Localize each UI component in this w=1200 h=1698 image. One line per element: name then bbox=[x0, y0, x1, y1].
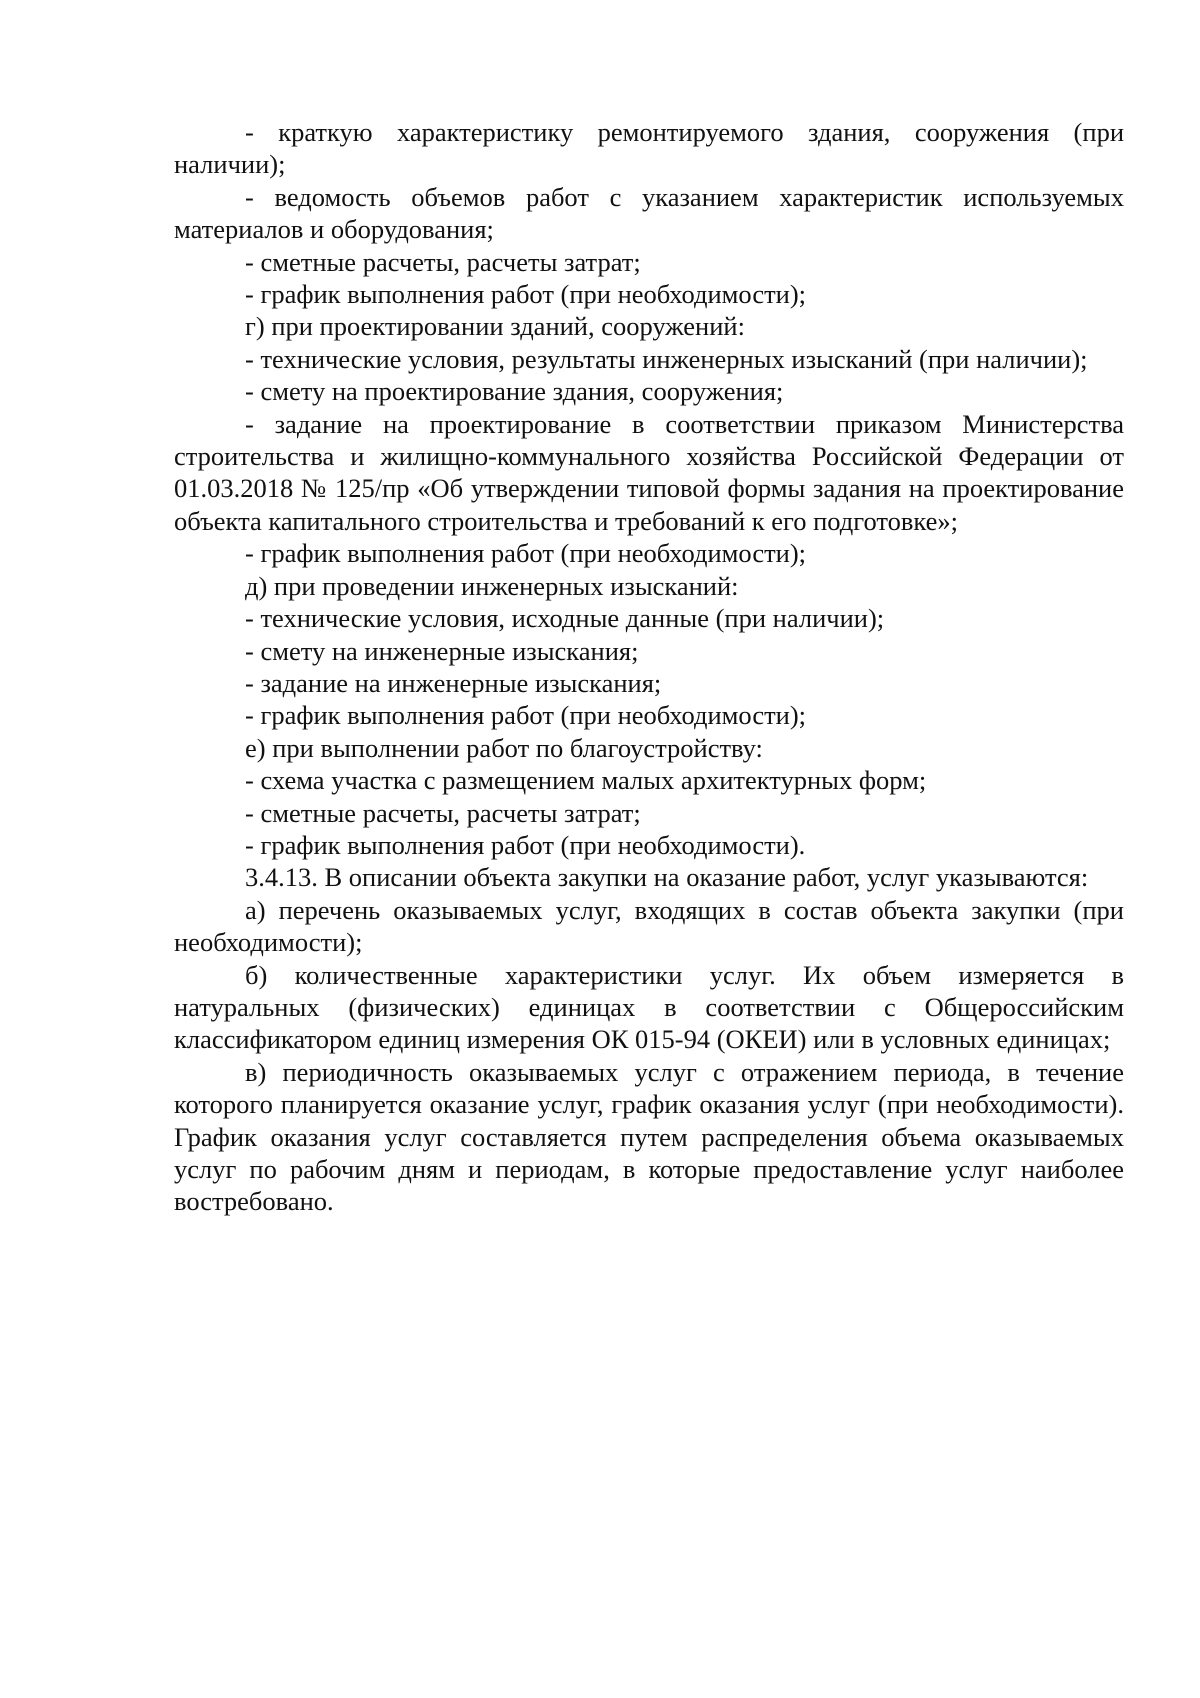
paragraph-item-g-design: г) при проектировании зданий, сооружений: bbox=[245, 311, 745, 342]
paragraph-work-schedule: - график выполнения работ (при необходимости); bbox=[245, 538, 807, 569]
paragraph-works-volume-statement: - ведомость объемов работ с указанием характеристик используемых материалов и оборудования; bbox=[174, 181, 1124, 245]
paragraph-item-v-periodicity: в) периодичность оказываемых услуг с отражением периода, в течение которого планируется оказание услуг, график оказания услуг (при необходимости). График оказания услуг составляется путем распределения объема оказываемых услуг по рабочим дням и периодам, в которые предоставление услуг наиболее востребовано. bbox=[174, 1056, 1124, 1217]
paragraph-item-b-quantitative: б) количественные характеристики услуг. Их объем измеряется в натуральных (физических) единицах в соответствии с Общероссийским классификатором единиц измерения ОК 015-94 (ОКЕИ) или в условных единицах; bbox=[174, 959, 1124, 1055]
document-body bbox=[174, 116, 1124, 1218]
paragraph-item-a-services-list: а) перечень оказываемых услуг, входящих в состав объекта закупки (при необходимости); bbox=[174, 894, 1124, 958]
paragraph-work-schedule: - график выполнения работ (при необходимости); bbox=[245, 279, 807, 310]
paragraph-technical-conditions-input-data: - технические условия, исходные данные (при наличии); bbox=[245, 603, 885, 634]
paragraph-estimate-calculations: - сметные расчеты, расчеты затрат; bbox=[245, 797, 641, 828]
paragraph-design-assignment: - задание на проектирование в соответствии приказом Министерства строительства и жилищно-коммунального хозяйства Российской Федерации от 01.03.2018 № 125/пр «Об утверждении типовой формы задания на проектирование объекта капитального строительства и требований к его подготовке»; bbox=[174, 408, 1124, 536]
paragraph-site-layout: - схема участка с размещением малых архитектурных форм; bbox=[245, 765, 927, 796]
paragraph-item-d-surveys: д) при проведении инженерных изысканий: bbox=[245, 570, 739, 601]
paragraph-work-schedule: - график выполнения работ (при необходимости). bbox=[245, 829, 806, 860]
paragraph-estimate-calculations: - сметные расчеты, расчеты затрат; bbox=[245, 246, 641, 277]
paragraph-survey-assignment: - задание на инженерные изыскания; bbox=[245, 667, 662, 698]
paragraph-repair-building-summary: - краткую характеристику ремонтируемого здания, сооружения (при наличии); bbox=[174, 117, 1124, 180]
paragraph-technical-conditions-surveys: - технические условия, результаты инженерных изысканий (при наличии); bbox=[245, 343, 1088, 374]
paragraph-section-3-4-13: 3.4.13. В описании объекта закупки на оказание работ, услуг указываются: bbox=[245, 862, 1089, 893]
paragraph-item-e-landscaping: е) при выполнении работ по благоустройству: bbox=[245, 732, 763, 763]
paragraph-survey-estimate: - смету на инженерные изыскания; bbox=[245, 635, 639, 666]
paragraph-work-schedule: - график выполнения работ (при необходимости); bbox=[245, 700, 807, 731]
paragraph-design-estimate: - смету на проектирование здания, сооружения; bbox=[245, 376, 784, 407]
